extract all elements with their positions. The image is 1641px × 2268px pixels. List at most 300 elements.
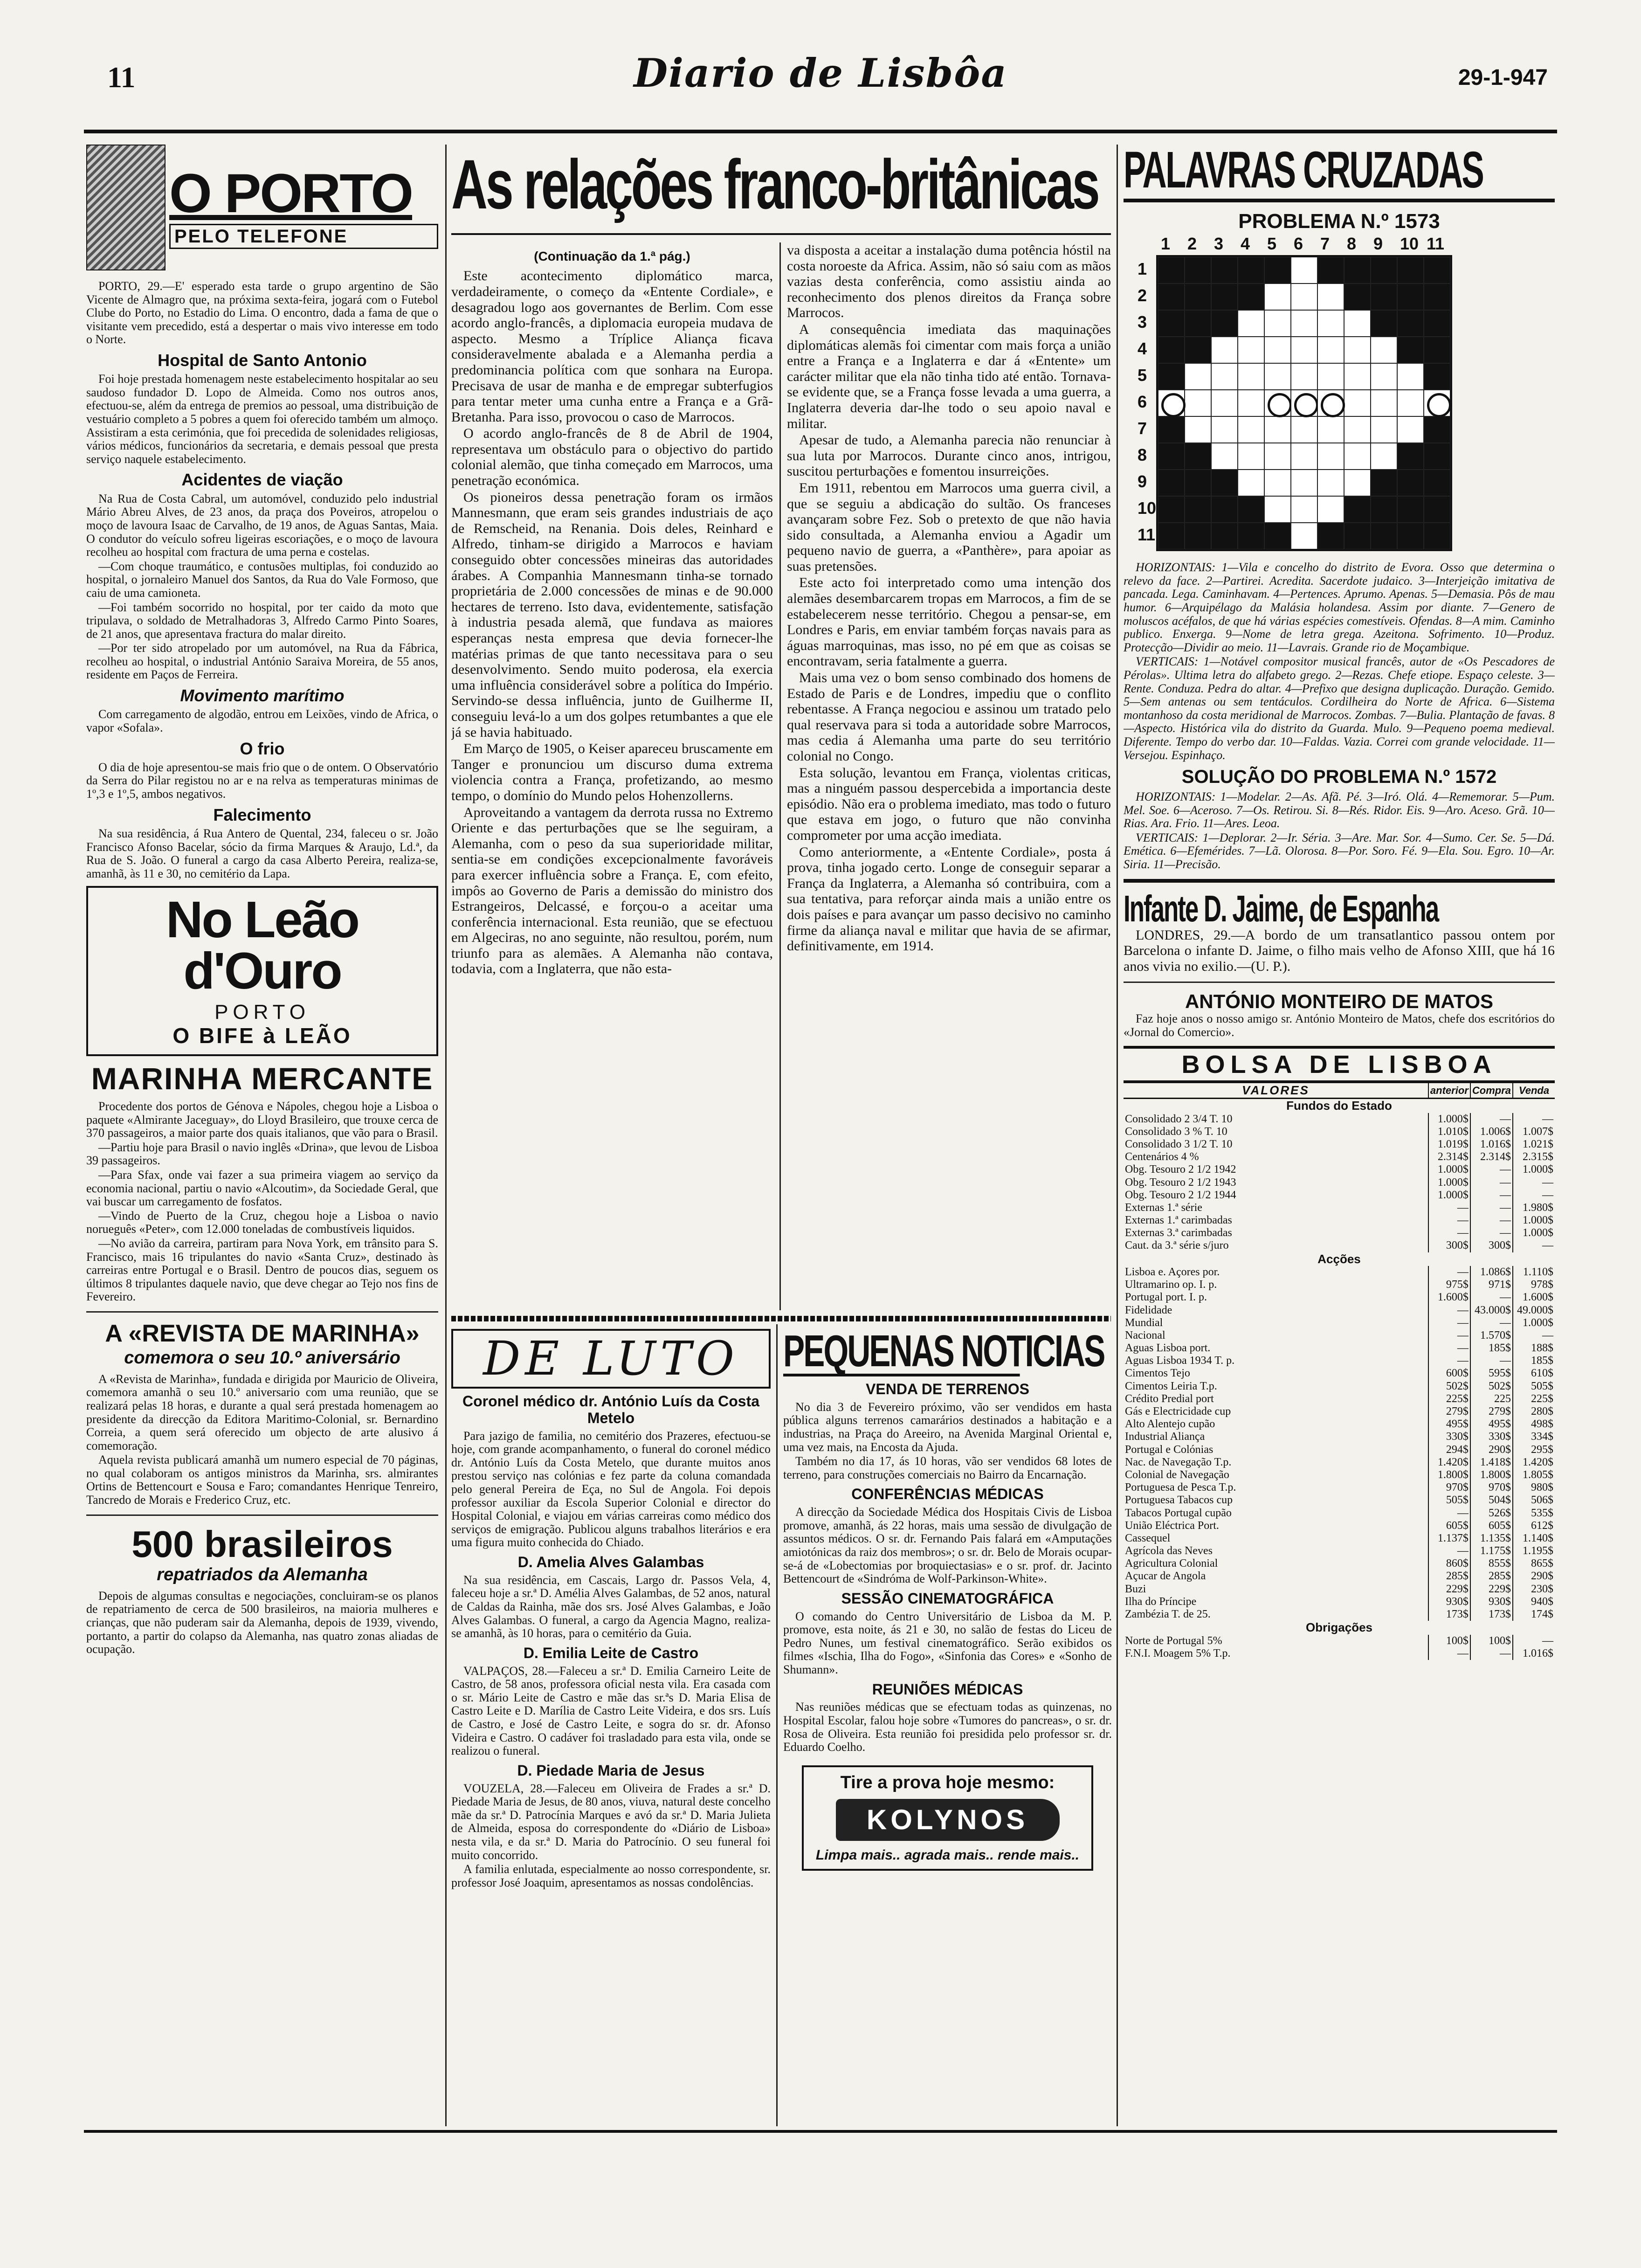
table-row: [1124, 1126, 1555, 1138]
black-cell: [1344, 257, 1371, 284]
crossword-cell[interactable]: [1185, 416, 1211, 443]
security-name: Cimentos Tejo: [1125, 1367, 1190, 1380]
crossword-cell[interactable]: [1291, 496, 1317, 523]
security-name: Gás e Electricidade cup: [1125, 1405, 1231, 1418]
crossword-cell[interactable]: [1264, 443, 1291, 470]
grid-row-number: 4: [1138, 339, 1147, 359]
crossword-cell[interactable]: [1424, 390, 1450, 416]
price-cell: 1.000$: [1513, 1214, 1555, 1227]
price-cell: —: [1428, 1545, 1470, 1557]
table-header-row: [1124, 1083, 1555, 1099]
crossword-cell[interactable]: [1211, 363, 1238, 390]
crossword-cell[interactable]: [1211, 416, 1238, 443]
security-name: Externas 1.ª série: [1125, 1201, 1202, 1214]
price-cell: 1.000$: [1428, 1113, 1470, 1126]
table-row: [1124, 1608, 1555, 1621]
table-row: [1124, 1202, 1555, 1214]
bolsa-table-body: [1124, 1099, 1555, 1660]
grid-column-number: 5: [1267, 234, 1277, 254]
column-header: Compra: [1470, 1083, 1513, 1099]
price-cell: —: [1470, 1189, 1513, 1202]
price-cell: 1.980$: [1513, 1202, 1555, 1214]
ad-city: PORTO: [214, 1001, 310, 1024]
brasileiros-subheading: repatriados da Alemanha: [157, 1565, 368, 1585]
black-cell: [1264, 257, 1291, 284]
table-row: [1124, 1113, 1555, 1126]
obituary-name: Coronel médico dr. António Luís da Costa Metelo: [462, 1393, 760, 1426]
porto-header: [86, 145, 438, 270]
ad-tagline: Tire a prova hoje mesmo:: [840, 1772, 1055, 1792]
price-cell: 940$: [1513, 1596, 1555, 1608]
black-cell: [1185, 337, 1211, 363]
security-name: Caut. da 3.ª série s/juro: [1125, 1239, 1229, 1252]
black-cell: [1185, 257, 1211, 284]
black-cell: [1185, 310, 1211, 337]
price-cell: 174$: [1513, 1608, 1555, 1621]
crossword-cell[interactable]: [1291, 416, 1317, 443]
section-rule: [451, 1316, 1111, 1321]
black-cell: [1158, 470, 1185, 496]
price-cell: 43.000$: [1470, 1304, 1513, 1317]
grid-row-number: 7: [1138, 419, 1147, 438]
table-row: [1124, 1367, 1555, 1380]
black-cell: [1238, 284, 1264, 310]
price-cell: 975$: [1428, 1279, 1470, 1291]
price-cell: 505$: [1428, 1494, 1470, 1507]
black-cell: [1424, 443, 1450, 470]
security-name: Aguas Lisboa port.: [1125, 1342, 1211, 1355]
black-cell: [1397, 284, 1424, 310]
crossword-cell[interactable]: [1185, 390, 1211, 416]
security-name: Agricultura Colonial: [1125, 1557, 1218, 1570]
table-row: [1124, 1227, 1555, 1239]
crossword-cell[interactable]: [1317, 337, 1344, 363]
crossword-cell[interactable]: [1344, 390, 1371, 416]
price-cell: —: [1470, 1291, 1513, 1304]
crossword-heading: PALAVRAS CRUZADAS: [1124, 145, 1483, 199]
grid-row-number: 9: [1138, 472, 1147, 491]
crossword-cell[interactable]: [1264, 470, 1291, 496]
black-cell: [1238, 257, 1264, 284]
black-cell: [1158, 310, 1185, 337]
grid-column-number: 3: [1214, 234, 1224, 254]
article-text: Aquela revista publicará amanhã um numero especial de 70 páginas, no qual colaboram os antigos ministros da Marinha, srs. almirantes Ortins de Bettencourt e Sousa e Faro; comandantes Henrique Tenreiro, Tancredo de Morais e Frederico Cruz, etc.: [86, 1453, 438, 1507]
crossword-cell[interactable]: [1371, 443, 1397, 470]
table-row: [1124, 1418, 1555, 1431]
price-cell: 1.140$: [1513, 1532, 1555, 1545]
security-name: Ilha do Príncipe: [1125, 1595, 1197, 1608]
crossword-cell[interactable]: [1185, 363, 1211, 390]
black-cell: [1424, 496, 1450, 523]
crossword-grid[interactable]: [1156, 255, 1452, 551]
crossword-cell[interactable]: [1371, 416, 1397, 443]
security-name: Obg. Tesouro 2 1/2 1942: [1125, 1163, 1236, 1176]
black-cell: [1344, 523, 1371, 549]
black-cell: [1424, 310, 1450, 337]
table-row: [1124, 1189, 1555, 1202]
table-row: [1124, 1239, 1555, 1252]
page-number: 11: [107, 61, 136, 94]
black-cell: [1158, 443, 1185, 470]
grid-column-number: 1: [1161, 234, 1171, 254]
crossword-cell[interactable]: [1291, 257, 1317, 284]
security-name: Portugal e Colónias: [1125, 1443, 1214, 1456]
crossword-cell[interactable]: [1397, 416, 1424, 443]
security-name: Buzi: [1125, 1583, 1146, 1595]
table-row: [1124, 1596, 1555, 1608]
price-cell: 280$: [1513, 1405, 1555, 1418]
security-name: Ultramarino op. I. p.: [1125, 1279, 1217, 1291]
table-row: [1124, 1138, 1555, 1151]
news-heading: CONFERÊNCIAS MÉDICAS: [851, 1486, 1044, 1503]
article-text: va disposta a aceitar a instalação duma potência hóstil na costa noroeste da Africa. Assim, não só saiu com as mãos vazias desta conferência, como assistiu ainda ao reconhecimento dos plenos direitos da França sobre Marrocos.: [787, 242, 1111, 321]
main-headline-area: [451, 149, 1111, 247]
crossword-cell[interactable]: [1264, 363, 1291, 390]
crossword-cell[interactable]: [1291, 310, 1317, 337]
solution-horizontal: HORIZONTAIS: 1—Modelar. 2—As. Afã. Pé. 3—Iró. Olá. 4—Rememorar. 5—Pum. Mel. Soe. 6—Aceroso. 7—Os. Retirou. Si. 8—Rés. Ridor. Eis. 9—Aro. Aceso. Grã. 10—Rias. Ara. Frio. 11—Ares. Leoa.: [1124, 789, 1555, 830]
crossword-cell[interactable]: [1238, 363, 1264, 390]
security-name: Fidelidade: [1125, 1304, 1172, 1316]
crossword-cell[interactable]: [1344, 470, 1371, 496]
ad-name: No Leão d'Ouro: [166, 891, 359, 1000]
table-row: [1124, 1279, 1555, 1291]
grid-column-number: 10: [1400, 234, 1419, 254]
security-name: Obg. Tesouro 2 1/2 1943: [1125, 1176, 1236, 1189]
price-cell: 1.420$: [1428, 1456, 1470, 1469]
price-cell: 865$: [1513, 1557, 1555, 1570]
news-text: O comando do Centro Universitário de Lisboa da M. P. promove, esta noite, ás 21 e 30, no salão de festas do Liceu de Pedro Nunes, um festival cinematográfico. Serão exibidos os filmes «Ischia, Ilha do Fogo», «Sinfonia das Cores» e «Sonho de Shumann».: [783, 1609, 1112, 1676]
article-text: Este acontecimento diplomático marca, verdadeiramente, o começo da «Entente Cordiale», e desagradou logo aos governantes de Berlim. Com esse acordo anglo-francês, a diplomacia europeia mudava de aspecto. Mesmo a Tríplice Aliança ficava consideravelmente abalada e a Alemanha perdia a predominancia política com que sonhara na Europa. Precisava de usar de manha e de empregar subterfugios para tentar meter uma cunha entre a França e a Grã-Bretanha. Para isso, provocou o caso de Marrocos.: [451, 268, 773, 425]
price-cell: —: [1428, 1317, 1470, 1329]
price-cell: —: [1513, 1113, 1555, 1126]
crossword-cell[interactable]: [1264, 284, 1291, 310]
price-cell: —: [1428, 1507, 1470, 1520]
price-cell: —: [1470, 1227, 1513, 1239]
crossword-cell[interactable]: [1238, 310, 1264, 337]
article-text: —Para Sfax, onde vai fazer a sua primeira viagem ao serviço da economia nacional, partiu o navio «Alcoutim», da Sociedade Geral, que vai buscar um carregamento de fosfatos.: [86, 1168, 438, 1209]
table-row: [1124, 1266, 1555, 1279]
black-cell: [1317, 257, 1344, 284]
crossword-clues-vertical: VERTICAIS: 1—Notável compositor musical francês, autor de «Os Pescadores de Pérolas». Ultima letra do alfabeto grego. 2—Rezas. Chefe etiope. Espaço celeste. 3—Rente. Conduza. Pedra do altar. 4—Prefixo que designa duplicação. Duração. Gemido. 5—Sem antenas ou sem tentáculos. Cordilheira do Norte de Africa. 6—Sistema montanhoso da costa meridional de Marrocos. Zombas. 7—Bulia. Plantação de favas. 8—Aspecto. Histórica vila do distrito da Guarda. Mulo. 9—Pequeno poema medieval. Diferente. Tempo do verbo dar. 10—Faldas. Vazia. Correi com grande velocidade. 11—Versejou. Espinhaço.: [1124, 655, 1555, 762]
crossword-cell[interactable]: [1344, 363, 1371, 390]
group-label: Fundos do Estado: [1286, 1099, 1392, 1113]
price-cell: —: [1513, 1239, 1555, 1252]
crossword-cell[interactable]: [1344, 310, 1371, 337]
table-row: [1124, 1304, 1555, 1317]
obituary-text: Para jazigo de familia, no cemitério dos Prazeres, efectuou-se hoje, com grande acompanhamento, o funeral do coronel médico dr. António Luís da Costa Metelo, que durante muitos anos prestou serviço nas colónias e fez parte da coluna comandada pelo general Pereira de Eça, no Sul de Angola. Foi depois professor auxiliar da Escola Superior Colonial e director do Hospital Colonial, e viajou em várias carreiras como médico dos serviços de emigração. Publicou alguns trabalhos literários e era uma figura muito conhecida do Chiado.: [451, 1429, 771, 1549]
divider: [86, 1311, 438, 1313]
obituary-name: D. Emilia Leite de Castro: [523, 1644, 699, 1661]
column-divider: [445, 145, 447, 2126]
black-cell: [1317, 523, 1344, 549]
article-text: LONDRES, 29.—A bordo de um transatlantico passou ontem por Barcelona o infante D. Jaime, o filho mais velho de Afonso XIII, que há 16 anos vivia no exilio.—(U. P.).: [1124, 927, 1555, 974]
grid-row-number: 3: [1138, 312, 1147, 332]
crossword-cell[interactable]: [1371, 390, 1397, 416]
crossword-cell[interactable]: [1211, 390, 1238, 416]
crossword-cell[interactable]: [1317, 416, 1344, 443]
crossword-cell[interactable]: [1344, 416, 1371, 443]
grid-column-number: 2: [1187, 234, 1197, 254]
black-cell: [1158, 284, 1185, 310]
black-cell: [1397, 443, 1424, 470]
security-name: Externas 1.ª carimbadas: [1125, 1214, 1232, 1227]
crossword-cell[interactable]: [1238, 337, 1264, 363]
price-cell: 225: [1470, 1393, 1513, 1405]
crossword-cell[interactable]: [1397, 363, 1424, 390]
price-cell: —: [1513, 1189, 1555, 1202]
black-cell: [1371, 470, 1397, 496]
news-heading: VENDA DE TERRENOS: [866, 1381, 1029, 1397]
crossword-cell[interactable]: [1211, 443, 1238, 470]
divider: [1124, 982, 1555, 983]
crossword-cell[interactable]: [1317, 284, 1344, 310]
group-label: Obrigações: [1305, 1620, 1373, 1635]
security-name: Zambézia T. de 25.: [1125, 1608, 1211, 1621]
price-cell: 225$: [1428, 1393, 1470, 1405]
black-cell: [1397, 310, 1424, 337]
table-row: [1124, 1494, 1555, 1507]
news-heading: REUNIÕES MÉDICAS: [872, 1680, 1023, 1698]
news-text: Nas reuniões médicas que se efectuam todas as quinzenas, no Hospital Escolar, falou hoje sobre «Tumores do pancreas», o sr. dr. Rosa de Oliveira. Esta reunião foi presidida pelo professor sr. dr. Eduardo Coelho.: [783, 1700, 1112, 1754]
price-cell: 610$: [1513, 1367, 1555, 1380]
crossword-cell[interactable]: [1264, 310, 1291, 337]
table-row: [1124, 1583, 1555, 1596]
table-row: [1124, 1214, 1555, 1227]
price-cell: —: [1470, 1355, 1513, 1367]
security-name: Alto Alentejo cupão: [1125, 1418, 1215, 1431]
article-text: Os pioneiros dessa penetração foram os irmãos Mannesmann, que eram seis grandes industriais de aço de Remscheid, na Renania. Dois deles, Reinhard e Alfredo, tinham-se dirigido a Marrocos e haviam conseguido obter concessões mineiras das autoridades árabes. A Companhia Mannesmann tinha-se tornado proprietária de 2.000 concessões de minas e de 90.000 hectares de terreno. Isto dava, evidentemente, satisfação à industria pesada alemã, que fundava as maiores esperanças nesta empresa que devia fornecer-lhe matérias primas de que tanto necessitava para o seu desenvolvimento. Sendo muito poderosa, ela exercia uma influência considerável sobre a política do Império. Servindo-se dessa influência, junto de Guilherme II, conseguiu levá-lo a um dos golpes retumbantes a que ele já se havia habituado.: [451, 489, 773, 740]
price-cell: —: [1428, 1214, 1470, 1227]
table-row: [1124, 1355, 1555, 1367]
grid-column-number: 8: [1347, 234, 1357, 254]
price-cell: 595$: [1470, 1367, 1513, 1380]
crossword-cell[interactable]: [1317, 496, 1344, 523]
article-text: O acordo anglo-francês de 8 de Abril de 1904, representava um obstáculo para o objectivo do partido colonial alemão, que tinha começado em Marrocos, uma penetração económica.: [451, 426, 773, 489]
crossword-cell[interactable]: [1291, 390, 1317, 416]
price-cell: 506$: [1513, 1494, 1555, 1507]
price-cell: 229$: [1470, 1583, 1513, 1596]
crossword-clues-horizontal: HORIZONTAIS: 1—Vila e concelho do distrito de Evora. Osso que determina o relevo da face. 2—Partirei. Acredita. Sacerdote judaico. 3—Interjeição imitativa de pancada. Lega. Caminhavam. 4—Pertences. Aprumo. Apenas. 5—Demasia. Pôs de mau humor. 6—Arquipélago da Malásia holandesa. Assim por diante. 7—Genero de moluscos acéfalos, de que há várias espécies comestíveis. Ofendas. 8—A mim. Caminho publico. Enxerga. 9—Nome de letra grega. Azeitona. Sofrimento. 10—Produz. Protecção—Dividir ao meio. 11—Lavrais. Grande rio de Moçambique.: [1124, 560, 1555, 654]
grid-column-number: 7: [1320, 234, 1330, 254]
column-header: Venda: [1513, 1083, 1555, 1099]
newspaper-title: Diario de Lisbôa: [634, 50, 1007, 96]
security-name: F.N.I. Moagem 5% T.p.: [1125, 1647, 1231, 1660]
black-cell: [1185, 284, 1211, 310]
table-row: [1124, 1151, 1555, 1163]
price-cell: 1.000$: [1428, 1176, 1470, 1189]
black-cell: [1211, 284, 1238, 310]
price-cell: 855$: [1470, 1557, 1513, 1570]
article-text: Mais uma vez o bom senso combinado dos homens de Estado de Paris e de Londres, impediu que o conflito rebentasse. A França negociou e assinou um tratado pelo qual reservava para si toda a autoridade sobre Marrocos, mas cedia á Alemanha uma parte do seu território colonial no Congo.: [787, 670, 1111, 764]
crossword-cell[interactable]: [1291, 443, 1317, 470]
price-cell: 185$: [1513, 1355, 1555, 1367]
crossword-problem-number: PROBLEMA N.º 1573: [1238, 210, 1440, 233]
crossword-cell[interactable]: [1238, 416, 1264, 443]
section-text: Foi hoje prestada homenagem neste estabelecimento hospitalar ao seu saudoso fundador D. Lopo de Almeida. Como nos outros anos, efectuou-se, além da entrega de premios ao pessoal, uma distribuição de vestuário completo a 5 pobres a quem foi oferecido também um almoço. Assistiram a esta cerimónia, que foi precedida de solenidades religiosas, vários médicos, funcionários da secretaria, e demais pessoal que presta serviço naquele estabelecimento.: [86, 372, 438, 466]
ad-slogan: Limpa mais.. agrada mais.. rende mais..: [815, 1847, 1080, 1863]
section-text: Na sua residência, á Rua Antero de Quental, 234, faleceu o sr. João Francisco Afonso Bacelar, sócio da firma Marques & Araujo, Ld.ª, da Rua de S. João. O funeral a cargo da casa Alberto Pereira, realiza-se, amanhã, às 11 e 30, no cemitério da Lapa.: [86, 826, 438, 880]
obituary-text: A familia enlutada, especialmente ao nosso correspondente, sr. professor José Joaquim, apresentamos as nossas condolências.: [451, 1862, 771, 1889]
black-cell: [1397, 523, 1424, 549]
grid-column-number: 11: [1427, 234, 1445, 254]
crossword-cell[interactable]: [1291, 363, 1317, 390]
price-cell: 1.570$: [1470, 1329, 1513, 1342]
crossword-cell[interactable]: [1317, 443, 1344, 470]
black-cell: [1211, 470, 1238, 496]
pequenas-noticias-heading: PEQUENAS NOTICIAS: [783, 1329, 1104, 1376]
table-row: [1124, 1635, 1555, 1647]
price-cell: 100$: [1428, 1635, 1470, 1647]
section-text: —Por ter sido atropelado por um automóvel, na Rua da Fábrica, recolheu ao hospital, o industrial António Saraiva Moreira, de 55 anos, residente em Paços de Ferreira.: [86, 641, 438, 682]
black-cell: [1424, 337, 1450, 363]
crossword-cell[interactable]: [1397, 390, 1424, 416]
obituary-name: D. Piedade Maria de Jesus: [517, 1762, 705, 1779]
column-divider: [779, 242, 781, 1310]
price-cell: —: [1513, 1329, 1555, 1342]
price-cell: 49.000$: [1513, 1304, 1555, 1317]
price-cell: 612$: [1513, 1520, 1555, 1532]
price-cell: 173$: [1470, 1608, 1513, 1621]
security-name: Consolidado 3 % T. 10: [1125, 1125, 1227, 1138]
crossword-cell[interactable]: [1317, 390, 1344, 416]
relacoes-column-1: [451, 242, 773, 1310]
price-cell: 279$: [1428, 1405, 1470, 1418]
black-cell: [1424, 523, 1450, 549]
price-cell: 504$: [1470, 1494, 1513, 1507]
crossword-cell[interactable]: [1264, 337, 1291, 363]
crossword-cell[interactable]: [1238, 443, 1264, 470]
black-cell: [1264, 523, 1291, 549]
security-name: Consolidado 3 1/2 T. 10: [1125, 1138, 1233, 1150]
revista-subheading: comemora o seu 10.º aniversário: [124, 1348, 400, 1368]
black-cell: [1211, 523, 1238, 549]
article-text: A consequência imediata das maquinações diplomáticas alemãs foi cimentar com mais força a união entre a França e a Inglaterra e dar á «Entente» um carácter militar que ela não tinha tido até então. Tornava-se evidente que, se a França fosse levada a uma guerra, a Inglaterra deveria dar-lhe todo o seu apoio naval e militar.: [787, 321, 1111, 431]
price-cell: 605$: [1470, 1520, 1513, 1532]
price-cell: 290$: [1513, 1570, 1555, 1583]
crossword-cell[interactable]: [1291, 337, 1317, 363]
grid-row-number: 2: [1138, 286, 1147, 305]
price-cell: 1.110$: [1513, 1266, 1555, 1279]
security-name: Lisboa e. Açores por.: [1125, 1265, 1220, 1278]
section-heading: Acidentes de viação: [181, 470, 343, 490]
table-group-row: [1124, 1252, 1555, 1266]
black-cell: [1158, 416, 1185, 443]
black-cell: [1397, 257, 1424, 284]
crossword-cell[interactable]: [1317, 310, 1344, 337]
black-cell: [1397, 470, 1424, 496]
table-row: [1124, 1532, 1555, 1545]
bolsa-heading: BOLSA DE LISBOA: [1124, 1046, 1555, 1083]
price-cell: 1.800$: [1470, 1469, 1513, 1481]
solution-vertical: VERTICAIS: 1—Deplorar. 2—Ir. Séria. 3—Are. Mar. Sor. 4—Sumo. Cer. Se. 5—Dá. Emética. 6—Efemérides. 7—Lã. Olorosa. 8—Por. Soro. Fé. 9—Ela. Sou. Egro. 10—Ar. Siria. 11—Precisão.: [1124, 830, 1555, 871]
table-row: [1124, 1507, 1555, 1520]
crossword-cell[interactable]: [1291, 470, 1317, 496]
divider: [1124, 879, 1555, 883]
price-cell: 230$: [1513, 1583, 1555, 1596]
price-cell: 300$: [1470, 1239, 1513, 1252]
news-heading: SESSÃO CINEMATOGRÁFICA: [841, 1590, 1054, 1607]
black-cell: [1158, 496, 1185, 523]
price-cell: —: [1513, 1635, 1555, 1647]
article-text: A «Revista de Marinha», fundada e dirigida por Mauricio de Oliveira, comemora amanhã o seu 10.º aniversario com uma reunião, que se realizará pelas 18 horas, e durante a qual será prestada homenagem ao presidente da direcção da Editora Maritimo-Colonial, sr. Bernardino Correia, a quem será oferecido um objecto de arte alusivo á comemoração.: [86, 1372, 438, 1452]
black-cell: [1238, 523, 1264, 549]
article-text: Depois de algumas consultas e negociações, concluiram-se os planos de repatriamento de cerca de 500 brasileiros, na maioria mulheres e crianças, que não puderam sair da Alemanha, depois de 1939, vivendo, portanto, a partir do colapso da Alemanha, nas quatro zonas aliadas de ocupação.: [86, 1589, 438, 1656]
crossword-cell[interactable]: [1264, 390, 1291, 416]
price-cell: 1.000$: [1513, 1163, 1555, 1176]
table-row: [1124, 1647, 1555, 1660]
left-column: [86, 145, 438, 2126]
luto-column: [451, 1329, 771, 2126]
crossword-cell[interactable]: [1264, 496, 1291, 523]
porto-intro: PORTO, 29.—E' esperado esta tarde o grupo argentino de São Vicente de Almagro que, na próxima sexta-feira, jogará com o Futebol Clube do Porto, no Estadio do Lima. O encontro, dada a fama de que o visitante vem precedido, está a despertar o mais vivo interesse em todo o Norte.: [86, 279, 438, 346]
grid-row-number: 8: [1138, 445, 1147, 465]
crossword-cell[interactable]: [1371, 337, 1397, 363]
crossword-cell[interactable]: [1344, 443, 1371, 470]
crossword-cell[interactable]: [1344, 337, 1371, 363]
price-cell: —: [1513, 1176, 1555, 1189]
table-row: [1124, 1481, 1555, 1494]
table-row: [1124, 1342, 1555, 1355]
price-cell: 279$: [1470, 1405, 1513, 1418]
price-cell: 1.016$: [1513, 1647, 1555, 1660]
table-row: [1124, 1431, 1555, 1443]
crossword-cell[interactable]: [1317, 470, 1344, 496]
article-text: Em Março de 1905, o Keiser apareceu bruscamente em Tanger e pronunciou um discurso duma extrema violencia contra a França, profetizando, ao mesmo tempo, o domínio do Mundo pelos Hohenzollerns.: [451, 741, 773, 803]
security-name: Centenários 4 %: [1125, 1151, 1199, 1163]
news-text: No dia 3 de Fevereiro próximo, vão ser vendidos em hasta pública alguns terrenos camarários destinados a habitação e a industrias, na Praça do Areeiro, na Avenida Marginal Oriental e, uma vez mais, na Encosta da Ajuda.: [783, 1400, 1112, 1454]
table-group-row: [1124, 1099, 1555, 1113]
price-cell: 505$: [1513, 1380, 1555, 1393]
masthead: [93, 51, 1548, 112]
crossword-grid-area: [1138, 235, 1555, 561]
crossword-cell[interactable]: [1238, 470, 1264, 496]
obituary-name: D. Amelia Alves Galambas: [517, 1554, 704, 1570]
column-divider: [776, 1324, 778, 2126]
black-cell: [1185, 496, 1211, 523]
crossword-cell[interactable]: [1291, 523, 1317, 549]
price-cell: 229$: [1428, 1583, 1470, 1596]
crossword-cell[interactable]: [1371, 363, 1397, 390]
price-cell: 1.805$: [1513, 1469, 1555, 1481]
crossword-cell[interactable]: [1264, 416, 1291, 443]
monteiro-heading: ANTÓNIO MONTEIRO DE MATOS: [1185, 990, 1494, 1013]
article-text: Esta solução, levantou em França, violentas criticas, mas a ninguém passou despercebida a importancia deste episódio. Não era o problema imediato, mas todo o futuro que estava em jogo, o futuro que não convinha comprometer por uma acção imediata.: [787, 765, 1111, 843]
price-cell: 1.420$: [1513, 1456, 1555, 1469]
security-name: Açucar de Angola: [1125, 1570, 1206, 1583]
article-text: Este acto foi interpretado como uma intenção dos alemães desembarcarem tropas em Marrocos, a fim de se estabelecerem nesse território. Chegou a pensar-se, em Londres e Paris, em enviar também forças navais para as águas marroquinas, mas isso, no pé em que as coisas se encontravam, seria fatalmente a guerra.: [787, 575, 1111, 669]
price-cell: —: [1470, 1317, 1513, 1329]
crossword-cell[interactable]: [1158, 390, 1185, 416]
black-cell: [1424, 257, 1450, 284]
article-text: —Vindo de Puerto de la Cruz, chegou hoje a Lisboa o navio norueguês «Peter», com 12.000 toneladas de combustíveis liquidos.: [86, 1209, 438, 1236]
black-cell: [1371, 496, 1397, 523]
price-cell: 1.600$: [1428, 1291, 1470, 1304]
crossword-cell[interactable]: [1211, 337, 1238, 363]
price-cell: 971$: [1470, 1279, 1513, 1291]
right-column: [1124, 145, 1555, 2126]
crossword-cell[interactable]: [1238, 390, 1264, 416]
price-cell: 1.000$: [1513, 1227, 1555, 1239]
crossword-cell[interactable]: [1317, 363, 1344, 390]
obituary-text: VOUZELA, 28.—Faleceu em Oliveira de Frades a sr.ª D. Piedade Maria de Jesus, de 80 anos, viuva, natural deste concelho mãe da sr.ª D. Patrocínia Marques e avó da sr.ª D. Maria Julieta de Almeida, esposa do correspondente do «Diário de Lisboa» nesta vila, e da sr.ª D. Maria do Patrocínio. O seu funeral foi muito concorrido.: [451, 1781, 771, 1862]
price-cell: —: [1428, 1342, 1470, 1355]
black-cell: [1344, 284, 1371, 310]
crossword-cell[interactable]: [1291, 284, 1317, 310]
price-cell: 1.016$: [1470, 1138, 1513, 1151]
grid-row-number: 1: [1138, 259, 1147, 279]
price-cell: 1.000$: [1428, 1163, 1470, 1176]
black-cell: [1344, 496, 1371, 523]
